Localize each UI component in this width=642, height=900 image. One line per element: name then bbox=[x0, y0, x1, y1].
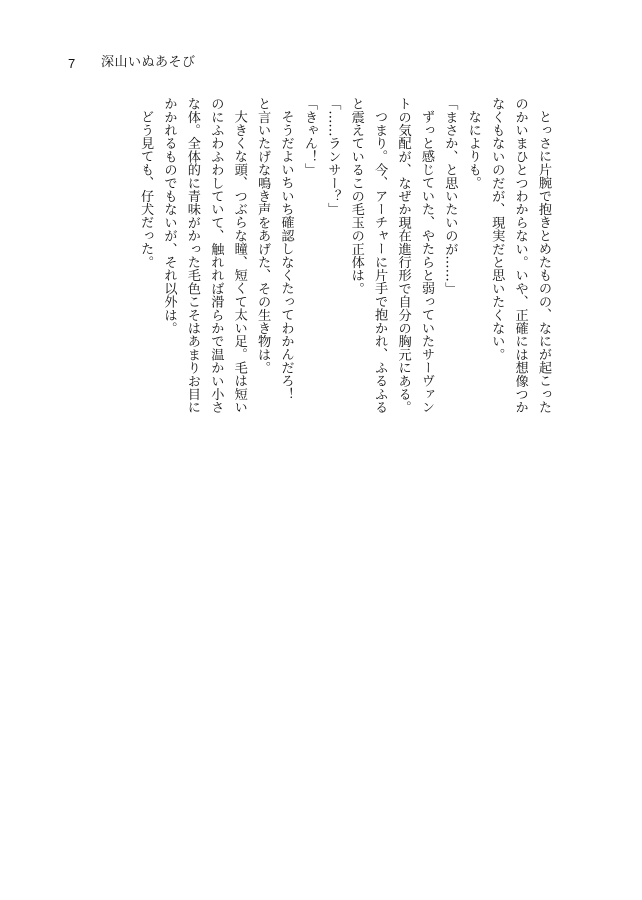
text-line: ずっと感じていた、やたらと弱っていたサーヴァン bbox=[418, 110, 434, 414]
text-line: のかいまひとつわからない。いや、正確には想像つか bbox=[512, 97, 528, 414]
text-line: 「まさか、と思いたいのが……」 bbox=[442, 97, 458, 295]
text-line: な体。全体的に青味がかった毛色こそはあまりお目に bbox=[184, 97, 200, 414]
text-line: そうだよいちいち確認しなくたってわかんだろ！ bbox=[278, 110, 294, 401]
text-line: と震えているこの毛玉の正体は。 bbox=[348, 97, 364, 295]
page-number: 7 bbox=[68, 56, 76, 71]
text-line: つまり。今、アーチャーに片手で抱かれ、ふるふる bbox=[372, 110, 388, 414]
text-line: のにふわふわしていて、触れれば滑らかで温かい小さ bbox=[208, 97, 224, 414]
text-line: 「きゃん！」 bbox=[301, 97, 317, 177]
text-line: とっさに片腕で抱きとめたものの、なにが起こった bbox=[536, 110, 551, 414]
text-line: 大きくな頭、つぶらな瞳、短くて太い足。毛は短い bbox=[231, 110, 247, 414]
text-line: 「……ランサー？」 bbox=[325, 97, 341, 216]
text-line: かかれるものでもないが、それ以外は。 bbox=[161, 97, 177, 335]
text-line: なくもないのだが、現実だと思いたくない。 bbox=[489, 97, 505, 361]
vertical-text-body bbox=[95, 97, 555, 597]
text-line: トの気配が、なぜか現在進行形で自分の胸元にある。 bbox=[395, 97, 411, 414]
text-line: どう見ても、仔犬だった。 bbox=[138, 110, 154, 269]
text-line: と言いたげな鳴き声をあげた、その生き物は。 bbox=[255, 97, 271, 375]
running-title: 深山いぬあそび bbox=[101, 55, 196, 70]
text-line: なによりも。 bbox=[465, 110, 481, 190]
page-header bbox=[0, 0, 642, 90]
